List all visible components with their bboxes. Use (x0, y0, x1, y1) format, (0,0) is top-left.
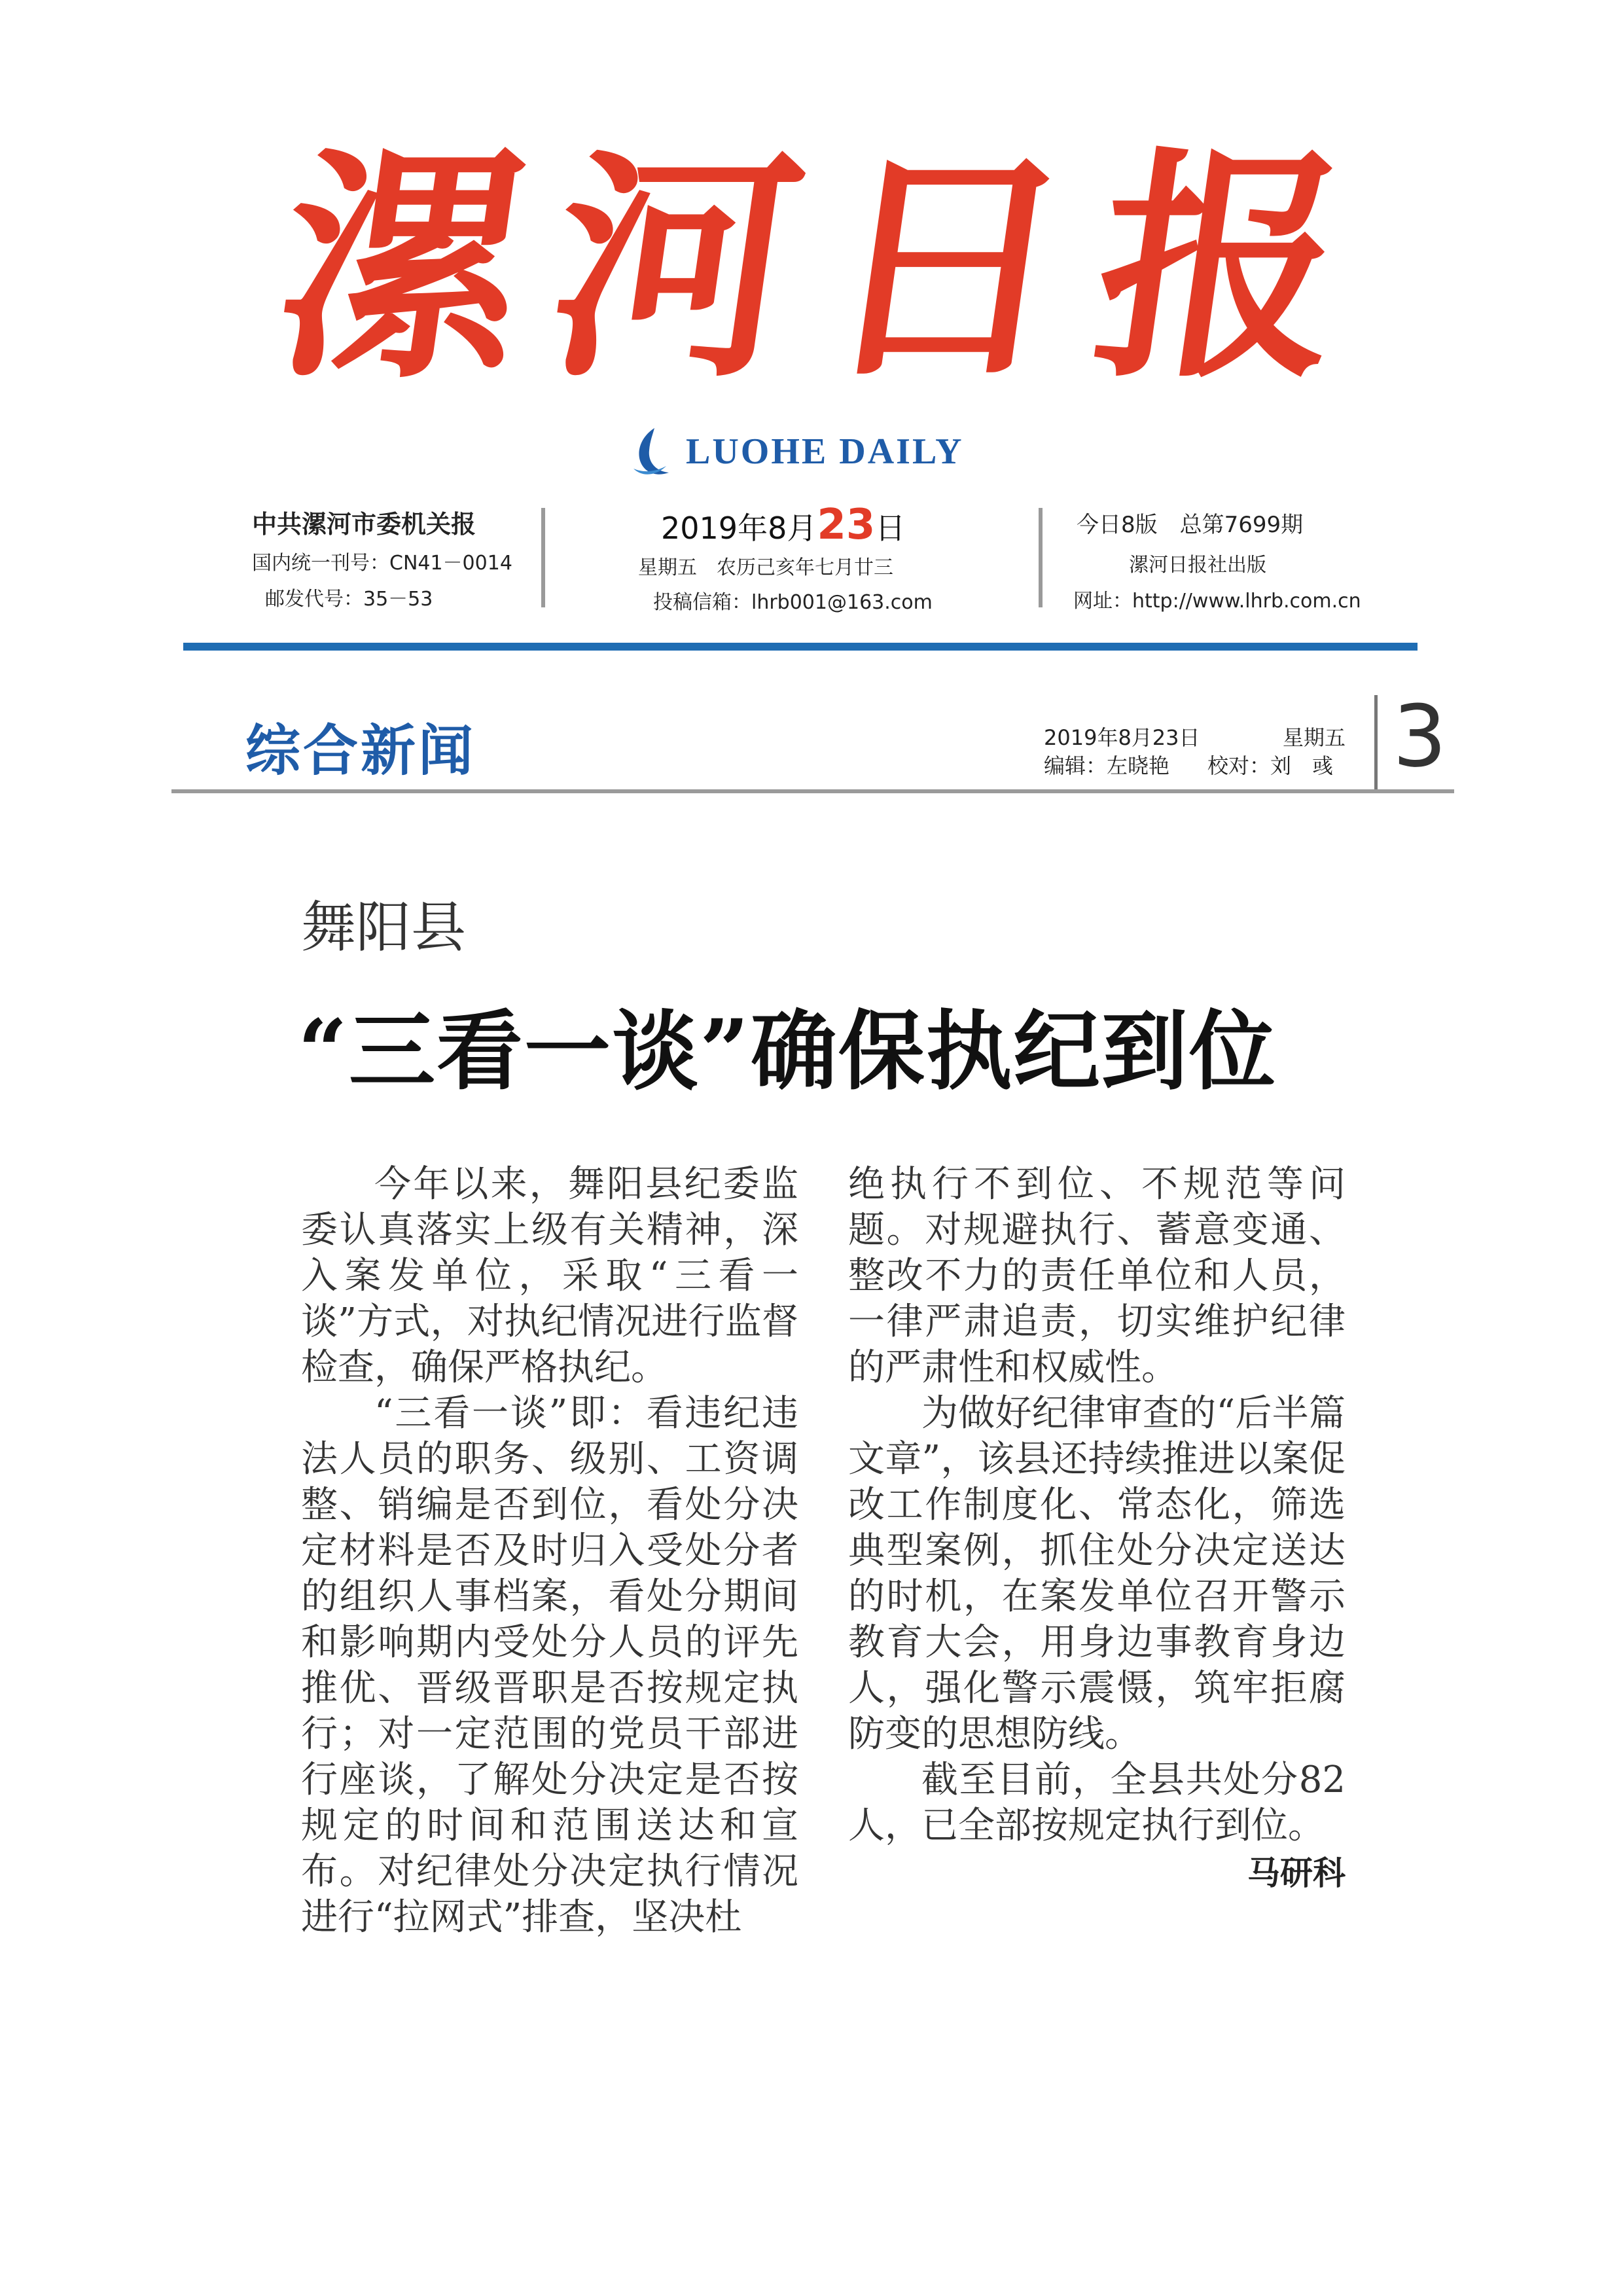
masthead-char: 河 (534, 126, 817, 410)
section-rule (171, 789, 1454, 793)
publisher-label: 漯河日报社出版 (1129, 554, 1266, 577)
section-title: 综合新闻 (245, 718, 476, 783)
article-paragraph: 为做好纪律审查的“后半篇文章”，该县还持续推进以案促改工作制度化、常态化，筛选典型案例，抓住处分决定送达的时机，在案发单位召开警示教育大会，用身边事教育身边人，强化警示震慑，筑牢拒腐防变的思想防线。 (848, 1392, 1346, 1755)
masthead-rule (183, 643, 1418, 651)
submission-email[interactable]: 投稿信箱：lhrb001@163.com (653, 591, 933, 614)
page-number: 3 (1393, 687, 1447, 786)
proofreader-label: 校对：刘 彧 (1207, 753, 1334, 778)
issue-date-suffix: 日 (875, 511, 906, 546)
weekday-lunar-label: 星期五 农历己亥年七月廿三 (638, 556, 893, 579)
english-masthead (628, 425, 964, 478)
section-date: 2019年8月23日 (1044, 725, 1200, 750)
article-paragraph: 截至目前，全县共处分82人，已全部按规定执行到位。 (848, 1759, 1346, 1847)
section-divider (1374, 695, 1378, 793)
organization-label: 中共漯河市委机关报 (252, 510, 476, 539)
info-divider (541, 508, 545, 607)
article-paragraph: 今年以来，舞阳县纪委监委认真落实上级有关精神，深入案发单位，采取“三看一谈”方式，对执纪情况进行监督检查，确保严格执纪。 (301, 1163, 798, 1389)
issue-date-day: 23 (817, 501, 876, 549)
article-column-left (301, 1162, 798, 1941)
section-weekday: 星期五 (1283, 725, 1346, 750)
article-paragraph: “三看一谈”即：看违纪违法人员的职务、级别、工资调整、销编是否到位，看处分决定材料是否及时归入受处分者的组织人事档案，看处分期间和影响期内受处分人员的评先推优、晋级晋职是否按规定执行；对一定范围的党员干部进行座谈，了解处分决定是否按规定的时间和范围送达和宣布。对纪律处分决定执行情况进行“拉网式”排查，坚决杜 (301, 1392, 798, 1939)
masthead-char: 漯 (261, 126, 544, 410)
article-paragraph: 绝执行不到位、不规范等问题。对规避执行、蓄意变通、整改不力的责任单位和人员，一律严肃追责，切实维护纪律的严肃性和权威性。 (848, 1163, 1346, 1389)
masthead-char: 日 (806, 126, 1089, 410)
issue-date-year-month: 2019年8月 (661, 511, 817, 546)
postal-code-label: 邮发代号：35－53 (265, 588, 433, 611)
article-kicker: 舞阳县 (301, 895, 467, 960)
masthead-char: 报 (1079, 126, 1362, 410)
edition-label: 今日8版 总第7699期 (1077, 512, 1304, 538)
issn-label: 国内统一刊号：CN41－0014 (252, 552, 512, 575)
editor-label: 编辑：左晓艳 (1044, 753, 1170, 778)
masthead-title (261, 98, 1362, 439)
info-divider (1039, 508, 1043, 607)
english-name: LUOHE DAILY (686, 431, 964, 472)
crescent-wave-icon (628, 425, 674, 478)
article-byline: 马研科 (1247, 1854, 1346, 1892)
article-headline: “三看一谈”确保执纪到位 (298, 1001, 1277, 1102)
website-link[interactable]: 网址：http://www.lhrb.com.cn (1073, 590, 1361, 613)
issue-date (661, 501, 905, 549)
article-column-right (848, 1162, 1346, 1896)
